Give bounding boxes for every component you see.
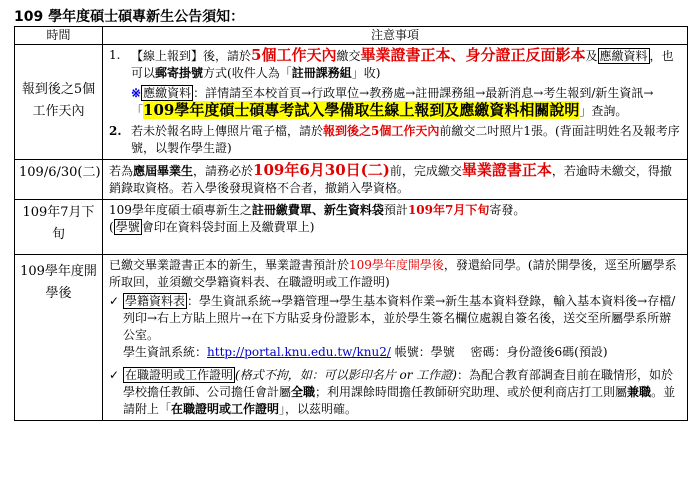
note-block: ※ 應繳資料 ：詳情請至本校首頁→行政單位→教務處→註冊課務組→最新消息→考生報到/新生資訊→「109學年度碩士碩專考試入學備取生線上報到及應繳資料相關說明」查詢。 — [131, 86, 654, 119]
checklist-item: ✓ 在職證明或工作證明 (格式不拘，如：可以影印名片 or 工作證)：為配合教育部調查目前在職情形，如於學校擔任教師、公司擔任會計屬全職；利用課餘時間擔任教師研究助理、或於便利商店打工則屬兼職。並請附上「在職證明或工作證明」，以茲明確。 — [109, 368, 676, 416]
list-item: 2. 若未於報名時上傳照片電子檔，請於報到後之5個工作天內前繳交二吋照片1張。(背面註明姓名及報考序號，以製作學生證) — [109, 124, 680, 155]
time-cell: 109/6/30(二) — [15, 160, 103, 200]
notes-cell: 已繳交畢業證書正本的新生，畢業證書預計於109學年度開學後，發還給同學。(請於開學後，逕至所屬學系所取回，並須繳交學籍資料表、在職證明或工作證明) ✓ 學籍資料表 ：學生資訊系統→學籍管理→學生基本資料作業→新生基本資料登錄，輸入基本資料後→存檔/列印→右上方貼上照片→在下方貼妥身份證影本，並於學生簽名欄位處親自簽名後，送交至所屬學系所辦公室。 學生資訊系統：http://portal.knu.edu.tw/knu2/ 帳號：學號 密碼：身份證後6碼(預設) ✓ 在職證明或工作證明 (格式不拘，如：可以影印名片 or 工作證)：為配合教育部調查目前在職情形，如於學校擔任教師、公司擔任會計屬全職；利用課餘時間擔任教師研究助理、或於便利商店打工則屬兼職。並請附上「在職證明或工作證明」，以茲明確。 — [103, 255, 688, 421]
checklist-item: ✓ 學籍資料表 ：學生資訊系統→學籍管理→學生基本資料作業→新生基本資料登錄，輸入基本資料後→存檔/列印→右上方貼上照片→在下方貼妥身份證影本，並於學生簽名欄位處親自簽名後，送交至所屬學系所辦公室。 — [109, 294, 676, 342]
system-info: 學生資訊系統：http://portal.knu.edu.tw/knu2/ 帳號：學號 密碼：身份證後6碼(預設) — [123, 345, 608, 359]
note-mark: ※ — [131, 86, 142, 100]
notes-cell: 109學年度碩士碩專新生之註冊繳費單、新生資料袋預計109年7月下旬寄發。 ( 學號 會印在資料袋封面上及繳費單上) — [103, 200, 688, 255]
table-row — [15, 45, 688, 160]
check-icon: ✓ — [109, 294, 120, 308]
portal-link[interactable]: http://portal.knu.edu.tw/knu2/ — [207, 345, 391, 359]
time-cell: 109年7月下旬 — [15, 200, 103, 255]
instructions-link[interactable]: 109學年度碩士碩專考試入學備取生線上報到及應繳資料相關說明 — [143, 101, 580, 119]
table-row — [15, 160, 688, 200]
time-cell: 109學年度開學後 — [15, 255, 103, 421]
header-notes: 注意事項 — [103, 27, 688, 45]
time-cell: 報到後之5個工作天內 — [15, 45, 103, 160]
table-row — [15, 255, 688, 421]
notice-table — [14, 26, 688, 421]
table-header-row — [15, 27, 688, 45]
notes-cell: 若為應屆畢業生，請務必於109年6月30日(二)前，完成繳交畢業證書正本，若逾時未繳交，得撤銷錄取資格。若入學後發現資格不合者，撤銷入學資格。 — [103, 160, 688, 200]
table-row — [15, 200, 688, 255]
page-title: 109 學年度碩士碩專新生公告須知： — [14, 9, 245, 25]
notes-cell — [103, 45, 688, 160]
header-time: 時間 — [15, 27, 103, 45]
check-icon: ✓ — [109, 368, 120, 382]
list-item: 1. 【線上報到】後，請於5個工作天內繳交畢業證書正本、身分證正反面影本及 應繳資料 ，也可以郵寄掛號方式(收件人為「註冊課務組」收) — [109, 46, 674, 80]
